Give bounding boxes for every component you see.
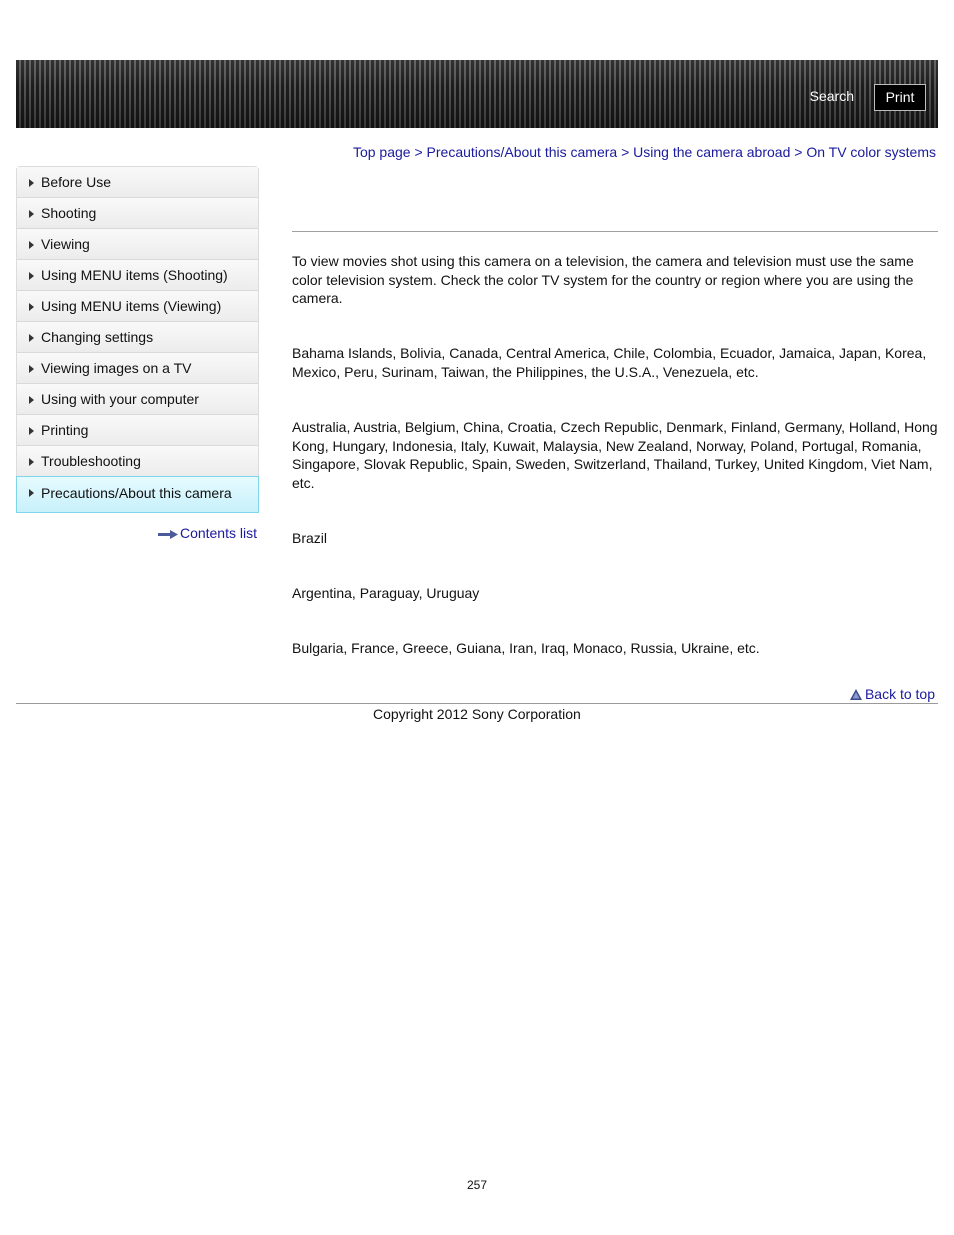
- intro-paragraph: To view movies shot using this camera on a television, the camera and television must use the same color television system. Check the color TV system for the country or region where you are using the camera.: [292, 253, 914, 306]
- sidebar-item-label: Using MENU items (Shooting): [41, 267, 228, 283]
- breadcrumb-precautions[interactable]: Precautions/About this camera: [426, 144, 618, 160]
- search-link[interactable]: Search: [809, 88, 854, 104]
- pal-countries: Australia, Austria, Belgium, China, Croatia, Czech Republic, Denmark, Finland, Germany, Holland, Hong Kong, Hungary, Indonesia, Italy, Kuwait, Malaysia, New Zealand, Norway, Poland, Portugal, Romania, Singapore, Slovak Republic, Spain, Sweden, Switzerland, Thailand, Turkey, United Kingdom, Viet Nam, etc.: [292, 419, 938, 491]
- sidebar-item-label: Printing: [41, 422, 89, 438]
- triangle-right-icon: [29, 365, 34, 373]
- triangle-right-icon: [29, 427, 34, 435]
- triangle-right-icon: [29, 334, 34, 342]
- sidebar-item-menu-viewing[interactable]: [17, 291, 258, 322]
- triangle-right-icon: [29, 210, 34, 218]
- triangle-right-icon: [29, 179, 34, 187]
- breadcrumb-top-page[interactable]: Top page: [352, 144, 411, 160]
- footer-divider: [16, 703, 938, 704]
- sidebar-item-label: Viewing images on a TV: [41, 360, 192, 376]
- copyright-text: Copyright 2012 Sony Corporation: [373, 706, 581, 722]
- sidebar-item-label: Before Use: [41, 174, 112, 190]
- sidebar-item-shooting[interactable]: [17, 198, 258, 229]
- triangle-right-icon: [29, 241, 34, 249]
- sidebar-item-menu-shooting[interactable]: [17, 260, 258, 291]
- sidebar-nav: [16, 166, 259, 513]
- sidebar-item-before-use[interactable]: [17, 167, 258, 198]
- contents-list-label: Contents list: [179, 525, 257, 541]
- sidebar-item-label: Using with your computer: [41, 391, 199, 407]
- triangle-right-icon: [29, 272, 34, 280]
- page-number: 257: [466, 1178, 488, 1192]
- triangle-up-icon: [850, 689, 862, 700]
- breadcrumb-camera-abroad[interactable]: Using the camera abroad: [633, 144, 791, 160]
- sidebar-item-label: Troubleshooting: [41, 453, 141, 469]
- sidebar-item-computer[interactable]: [17, 384, 258, 415]
- breadcrumb-separator: >: [621, 144, 630, 160]
- sidebar-item-label: Viewing: [41, 236, 90, 252]
- secam-countries: Bulgaria, France, Greece, Guiana, Iran, Iraq, Monaco, Russia, Ukraine, etc.: [292, 640, 760, 656]
- breadcrumb: [353, 144, 936, 160]
- triangle-right-icon: [29, 303, 34, 311]
- sidebar-item-troubleshooting[interactable]: [17, 446, 258, 477]
- sidebar-item-label: Shooting: [41, 205, 97, 221]
- breadcrumb-tv-color-systems[interactable]: On TV color systems: [806, 144, 936, 160]
- pal-m-countries: Brazil: [292, 530, 328, 546]
- contents-list-link[interactable]: [158, 525, 257, 541]
- ntsc-countries: Bahama Islands, Bolivia, Canada, Central America, Chile, Colombia, Ecuador, Jamaica, Japan, Korea, Mexico, Peru, Surinam, Taiwan, the Philippines, the U.S.A., Venezuela, etc.: [292, 345, 927, 380]
- arrow-right-icon: [158, 530, 178, 539]
- sidebar-item-viewing-on-tv[interactable]: [17, 353, 258, 384]
- sidebar-item-printing[interactable]: [17, 415, 258, 446]
- triangle-right-icon: [29, 489, 34, 497]
- print-button[interactable]: Print: [874, 84, 926, 111]
- sidebar-item-label: Using MENU items (Viewing): [41, 298, 222, 314]
- back-to-top-label: Back to top: [864, 686, 935, 702]
- pal-n-countries: Argentina, Paraguay, Uruguay: [292, 585, 480, 601]
- breadcrumb-separator: >: [414, 144, 423, 160]
- sidebar-item-label: Changing settings: [41, 329, 154, 345]
- triangle-right-icon: [29, 458, 34, 466]
- back-to-top-link[interactable]: [850, 686, 935, 702]
- triangle-right-icon: [29, 396, 34, 404]
- sidebar-item-label: Precautions/About this camera: [41, 485, 232, 501]
- title-divider: [292, 231, 938, 232]
- sidebar-item-changing-settings[interactable]: [17, 322, 258, 353]
- header-bar: [16, 60, 938, 128]
- sidebar-item-precautions[interactable]: [16, 476, 259, 513]
- breadcrumb-separator: >: [794, 144, 803, 160]
- sidebar-item-viewing[interactable]: [17, 229, 258, 260]
